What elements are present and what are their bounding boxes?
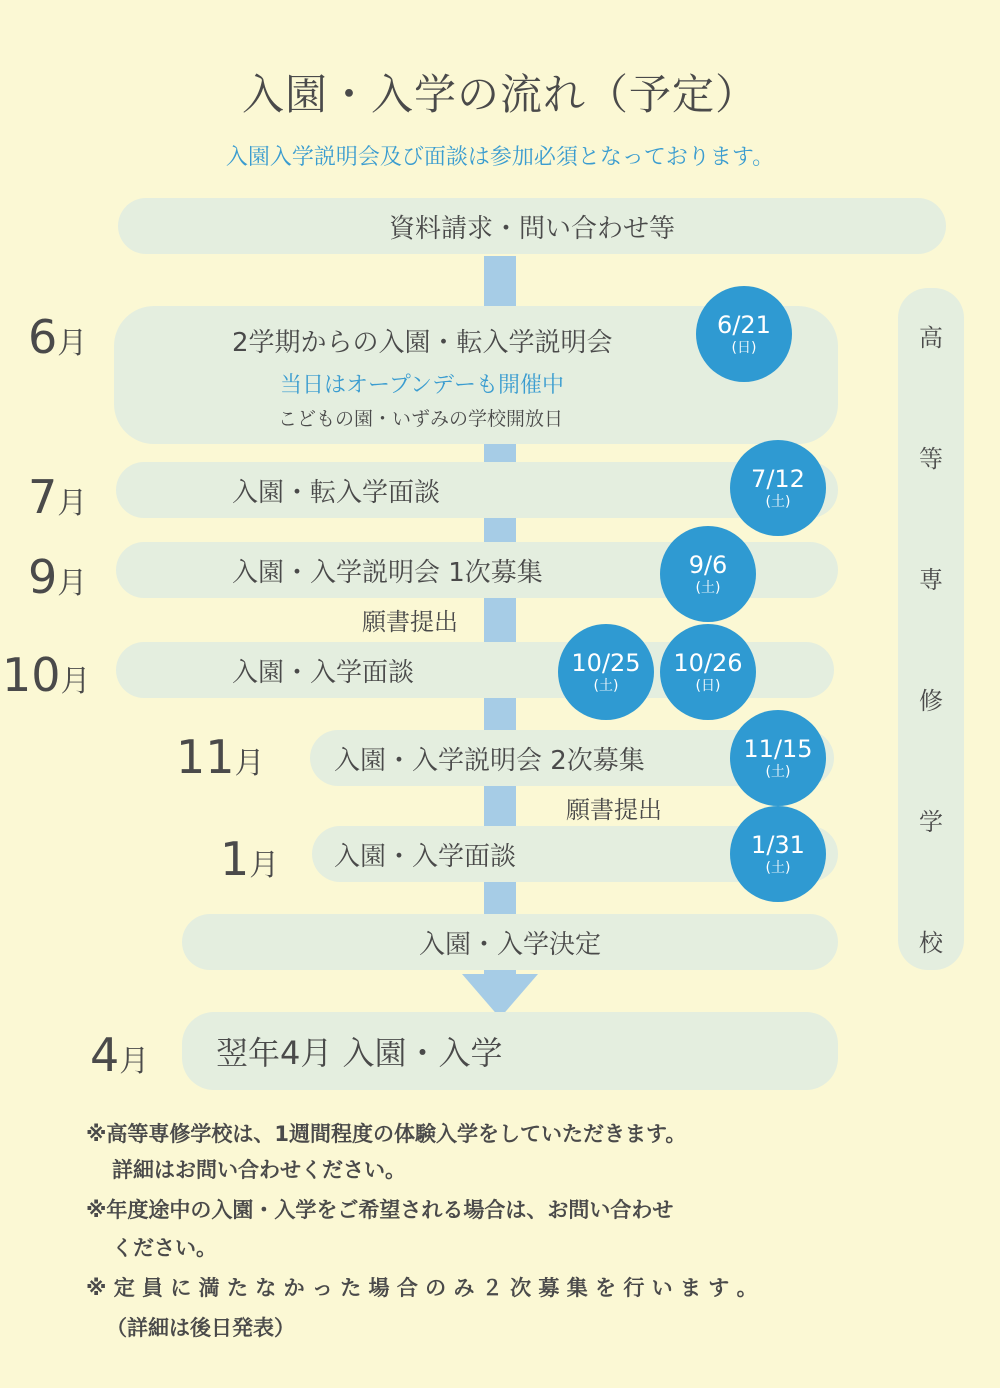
note-2-line-2: ください。 [112, 1236, 217, 1260]
date-badge-0906: 9/6 (土) [660, 526, 756, 622]
step-june-sub-label: こどもの園・いずみの学校開放日 [278, 408, 564, 430]
month-jan: 1月 [220, 832, 280, 886]
note-2-line-1: ※年度途中の入園・入学をご希望される場合は、お問い合わせ [86, 1198, 674, 1222]
page-title: 入園・入学の流れ（予定） [241, 70, 758, 119]
side-label-char: 修 [919, 687, 943, 715]
step-request [118, 198, 946, 254]
date-badge-0131: 1/31 (土) [730, 806, 826, 902]
month-sept: 9月 [28, 550, 88, 604]
note-3-line-2: （詳細は後日発表） [106, 1316, 295, 1340]
step-decision-label: 入園・入学決定 [418, 929, 601, 960]
date-badge-1026: 10/26 (日) [660, 624, 756, 720]
step-jan-label: 入園・入学面談 [334, 841, 517, 872]
step-request-label: 資料請求・問い合わせ等 [388, 213, 675, 244]
date-badge-1025: 10/25 (土) [558, 624, 654, 720]
date-badge-1115: 11/15 (土) [730, 710, 826, 806]
step-sept-application: 願書提出 [362, 608, 458, 636]
month-oct: 10月 [2, 648, 91, 702]
date-badge-0621: 6/21 (日) [696, 286, 792, 382]
step-july-label: 入園・転入学面談 [232, 477, 441, 508]
note-1-line-1: ※高等専修学校は、1週間程度の体験入学をしていただきます。 [86, 1122, 687, 1146]
side-label-char: 専 [919, 566, 943, 594]
side-label-panel [898, 288, 964, 970]
step-oct-label: 入園・入学面談 [232, 657, 415, 688]
step-nov-application: 願書提出 [566, 796, 662, 824]
page-subtitle: 入園入学説明会及び面談は参加必須となっております。 [225, 145, 775, 170]
step-april-label: 翌年4月 入園・入学 [216, 1034, 503, 1072]
side-label-char: 等 [919, 445, 943, 473]
note-3-line-1: ※ 定 員 に 満 た な か っ た 場 合 の み ２ 次 募 集 を 行 い ま す 。 [86, 1276, 758, 1300]
step-june-main-label: 2学期からの入園・転入学説明会 [232, 328, 613, 358]
step-april-entrance [182, 1012, 838, 1090]
step-sept-label: 入園・入学説明会 1次募集 [232, 557, 543, 588]
step-june-open-label: 当日はオープンデーも開催中 [280, 373, 565, 398]
side-label-char: 高 [919, 324, 943, 352]
step-nov-label: 入園・入学説明会 2次募集 [334, 745, 645, 776]
side-label-char: 学 [919, 808, 943, 836]
side-label-char: 校 [919, 929, 943, 957]
month-june: 6月 [28, 310, 88, 364]
month-nov: 11月 [176, 730, 265, 784]
month-april: 4月 [90, 1028, 150, 1082]
note-1-line-2: 詳細はお問い合わせください。 [112, 1158, 406, 1182]
month-july: 7月 [28, 470, 88, 524]
step-decision [182, 914, 838, 970]
date-badge-0712: 7/12 (土) [730, 440, 826, 536]
